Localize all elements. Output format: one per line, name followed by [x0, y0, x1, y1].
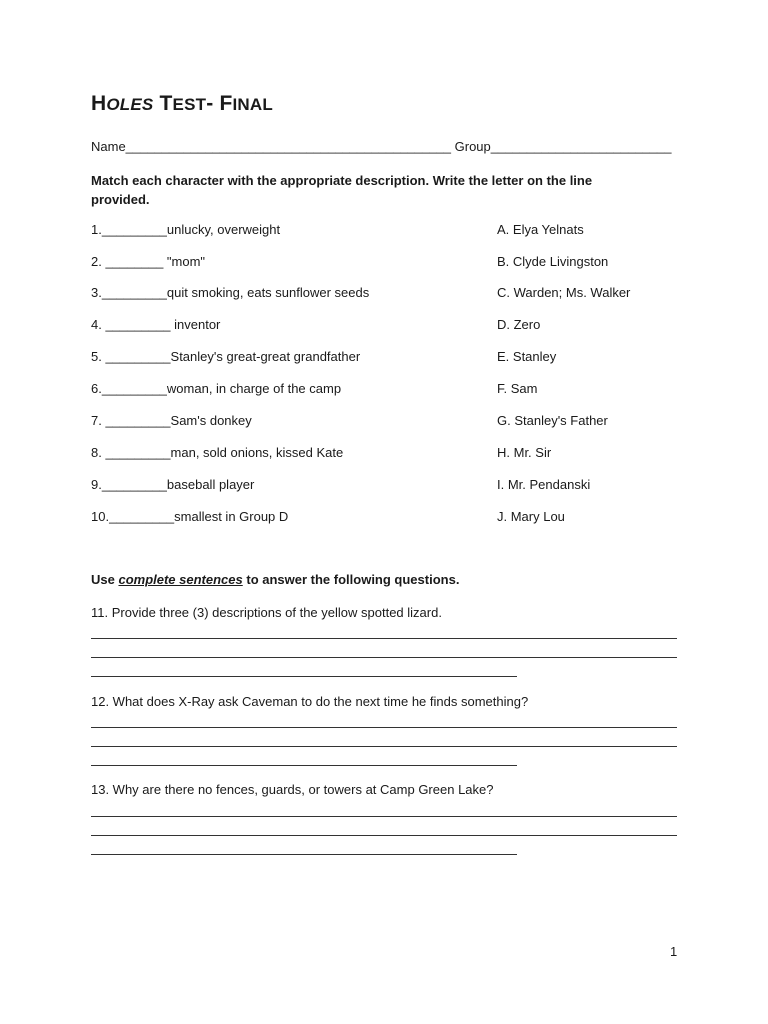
match-row: [91, 381, 691, 401]
match-row: [91, 509, 691, 529]
matching-instructions: Match each character with the appropriate description. Write the letter on the line provided.: [91, 173, 593, 207]
match-description[interactable]: 1._________unlucky, overweight: [91, 222, 281, 237]
title-dash: -: [206, 92, 220, 115]
answer-line[interactable]: [91, 816, 677, 817]
title-letter-t: T: [153, 92, 173, 115]
title-est: EST: [172, 95, 207, 114]
title-letter-f: F: [219, 92, 233, 115]
section-heading-emphasis: complete sentences: [118, 572, 243, 587]
title-oles: OLES: [106, 95, 154, 114]
section-heading-pre: Use: [91, 572, 119, 587]
match-description[interactable]: 7. _________Sam's donkey: [91, 413, 252, 428]
answer-line[interactable]: [91, 746, 677, 747]
match-row: [91, 285, 691, 305]
match-option: G. Stanley's Father: [497, 413, 608, 428]
match-option: B. Clyde Livingston: [497, 254, 609, 269]
answer-line[interactable]: [91, 727, 677, 728]
match-option: D. Zero: [497, 317, 541, 332]
match-description[interactable]: 4. _________ inventor: [91, 317, 221, 332]
match-description[interactable]: 5. _________Stanley's great-great grandfather: [91, 349, 361, 364]
section-heading: [91, 572, 459, 587]
match-description[interactable]: 10._________smallest in Group D: [91, 509, 289, 524]
name-group-line[interactable]: Name_____________________________________________ Group_________________________: [91, 139, 672, 154]
question-11: 11. Provide three (3) descriptions of the yellow spotted lizard.: [91, 605, 442, 620]
title-inal: INAL: [232, 95, 273, 114]
match-description[interactable]: 8. _________man, sold onions, kissed Kate: [91, 445, 344, 460]
match-row: [91, 413, 691, 433]
match-row: [91, 477, 691, 497]
question-12: 12. What does X-Ray ask Caveman to do the next time he finds something?: [91, 694, 529, 709]
match-row: [91, 317, 691, 337]
match-row: [91, 445, 691, 465]
answer-line[interactable]: [91, 676, 517, 677]
answer-line[interactable]: [91, 657, 677, 658]
match-description[interactable]: 3._________quit smoking, eats sunflower seeds: [91, 285, 370, 300]
match-row: [91, 222, 691, 242]
section-heading-post: to answer the following questions.: [242, 572, 460, 587]
match-description[interactable]: 9._________baseball player: [91, 477, 255, 492]
match-description[interactable]: 2. ________ "mom": [91, 254, 206, 269]
answer-line[interactable]: [91, 835, 677, 836]
match-option: H. Mr. Sir: [497, 445, 552, 460]
answer-line[interactable]: [91, 638, 677, 639]
match-option: C. Warden; Ms. Walker: [497, 285, 631, 300]
match-row: [91, 349, 691, 369]
question-13: 13. Why are there no fences, guards, or towers at Camp Green Lake?: [91, 782, 494, 797]
match-option: A. Elya Yelnats: [497, 222, 584, 237]
match-option: F. Sam: [497, 381, 538, 396]
match-option: J. Mary Lou: [497, 509, 565, 524]
match-option: I. Mr. Pendanski: [497, 477, 591, 492]
match-row: [91, 254, 691, 274]
answer-line[interactable]: [91, 765, 517, 766]
answer-line[interactable]: [91, 854, 517, 855]
page-title: [91, 92, 273, 116]
match-option: E. Stanley: [497, 349, 557, 364]
page-number: 1: [670, 944, 678, 959]
title-letter-h: H: [91, 92, 107, 115]
match-description[interactable]: 6._________woman, in charge of the camp: [91, 381, 342, 396]
